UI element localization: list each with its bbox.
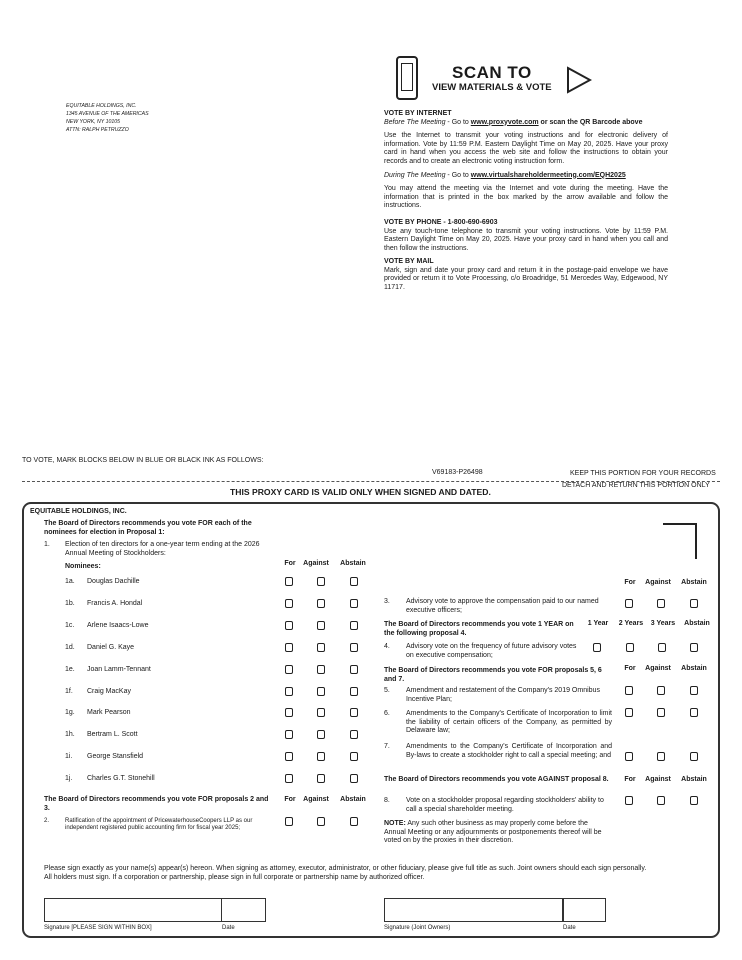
col-header-abstain-4: Abstain (684, 620, 710, 627)
note-label: NOTE: (384, 820, 406, 827)
proposal-6-abstain-checkbox[interactable] (690, 708, 698, 717)
address-line: EQUITABLE HOLDINGS, INC. (66, 103, 137, 109)
proposal-5-for-checkbox[interactable] (625, 686, 633, 695)
vote-mail-heading: VOTE BY MAIL (384, 258, 434, 265)
col-header-against-2: Against (303, 796, 329, 803)
scan-title: SCAN TO (452, 63, 532, 82)
detach-portion-text: DETACH AND RETURN THIS PORTION ONLY (562, 482, 710, 489)
col-header-for-2: For (284, 796, 296, 803)
nominee-against-checkbox[interactable] (317, 643, 325, 652)
col-header-for: For (284, 560, 296, 567)
nominee-for-checkbox[interactable] (285, 774, 293, 783)
vote-internet-section (384, 110, 668, 211)
virtual-meeting-link[interactable]: www.virtualshareholdermeeting.com/EQH2025 (470, 171, 626, 179)
nominee-number: 1b. (65, 599, 75, 607)
nominee-name: Daniel G. Kaye (87, 643, 135, 651)
proposal-8-number: 8. (384, 797, 390, 804)
vote-internet-body: Use the Internet to transmit your voting instructions and for electronic delivery of information. Vote by 11:59 P.M. Eastern Daylight Time on May 20, 2025. Have your proxy card in hand when you access the web site and follow the instructions to obtain your records and to create an electronic voting instruction form. (384, 132, 668, 165)
vote-phone-body: Use any touch-tone telephone to transmit your voting instructions. Vote by 11:59 P.M. Eastern Daylight Time on May 20, 2025. Have your proxy card in hand when you call and then follow the instructions. (384, 227, 668, 252)
proposal-6-for-checkbox[interactable] (625, 708, 633, 717)
nominee-for-checkbox[interactable] (285, 643, 293, 652)
board-recommendation-8: The Board of Directors recommends you vote AGAINST proposal 8. (384, 776, 609, 783)
board-recommendation-1: The Board of Directors recommends you vote FOR each of the nominees for election in Proposal 1: (44, 520, 252, 536)
before-meeting-label: Before The Meeting (384, 118, 446, 126)
vote-phone-heading: VOTE BY PHONE - 1-800-690-6903 (384, 219, 498, 226)
col-header-abstain-2: Abstain (340, 796, 366, 803)
registration-mark (663, 523, 697, 559)
address-line: ATTN: RALPH PETRUZZO (66, 127, 129, 133)
nominee-name: George Stansfield (87, 753, 144, 761)
nominee-abstain-checkbox[interactable] (350, 752, 358, 761)
joint-date-label: Date (563, 925, 576, 931)
nominee-for-checkbox[interactable] (285, 730, 293, 739)
nominee-name: Charles G.T. Stonehill (87, 775, 155, 783)
nominee-number: 1e. (65, 665, 75, 673)
col-header-against-5: Against (645, 665, 671, 672)
nominee-against-checkbox[interactable] (317, 599, 325, 608)
nominee-for-checkbox[interactable] (285, 665, 293, 674)
nominee-number: 1c. (65, 621, 75, 629)
nominee-number: 1h. (65, 731, 75, 739)
nominee-against-checkbox[interactable] (317, 752, 325, 761)
board-recommendation-2: The Board of Directors recommends you vote FOR proposals 2 and 3. (44, 796, 269, 812)
proposal-7-abstain-checkbox[interactable] (690, 752, 698, 761)
proposal-4-3-years-checkbox[interactable] (658, 643, 666, 652)
proposal-7-for-checkbox[interactable] (625, 752, 633, 761)
proposal-3-number: 3. (384, 598, 390, 605)
nominee-name: Joan Lamm-Tennant (87, 665, 151, 673)
valid-notice: THIS PROXY CARD IS VALID ONLY WHEN SIGNED AND DATED. (230, 487, 491, 497)
nominee-abstain-checkbox[interactable] (350, 708, 358, 717)
nominee-against-checkbox[interactable] (317, 577, 325, 586)
joint-signature-label: Signature (Joint Owners) (384, 925, 451, 931)
company-name: EQUITABLE HOLDINGS, INC. (30, 508, 127, 515)
proposal-8-text: Vote on a stockholder proposal regarding stockholders' ability to call a special shareholder meeting. (406, 797, 604, 813)
col-header-for-5: For (624, 665, 636, 672)
proposal-4-2-years-checkbox[interactable] (626, 643, 634, 652)
during-meeting-text: - Go to (445, 171, 471, 179)
nominee-abstain-checkbox[interactable] (350, 730, 358, 739)
nominee-against-checkbox[interactable] (317, 730, 325, 739)
proposal-1-text: Election of ten directors for a one-year term ending at the 2026 Annual Meeting of Stockholders: (65, 541, 260, 557)
nominee-against-checkbox[interactable] (317, 665, 325, 674)
proposal-7-text: Amendments to the Company's Certificate of Incorporation and By-laws to create a stockholder right to call a special meeting; and (406, 743, 612, 759)
proposal-2-for-checkbox[interactable] (285, 817, 293, 826)
nominee-number: 1f. (65, 687, 73, 695)
proposal-3-for-checkbox[interactable] (625, 599, 633, 608)
nominee-name: Douglas Dachille (87, 578, 140, 585)
proposal-8-for-checkbox[interactable] (625, 796, 633, 805)
note-block (384, 820, 610, 846)
control-number: V69183-P26498 (432, 469, 483, 476)
proposal-7-against-checkbox[interactable] (657, 752, 665, 761)
nominee-abstain-checkbox[interactable] (350, 687, 358, 696)
nominee-abstain-checkbox[interactable] (350, 774, 358, 783)
proposal-8-against-checkbox[interactable] (657, 796, 665, 805)
joint-signature-box[interactable] (384, 898, 564, 922)
nominee-abstain-checkbox[interactable] (350, 621, 358, 630)
col-header-2-years: 2 Years (618, 620, 644, 627)
proposal-1-number: 1. (44, 541, 50, 548)
smartphone-icon (396, 56, 418, 100)
proposal-5-abstain-checkbox[interactable] (690, 686, 698, 695)
proposal-3-text: Advisory vote to approve the compensation paid to our named executive officers; (406, 598, 599, 614)
nominee-abstain-checkbox[interactable] (350, 665, 358, 674)
note-text: Any such other business as may properly come before the Annual Meeting or any adjournments or postponements thereof will be voted on by the proxies in their discretion. (384, 820, 602, 845)
nominee-number: 1d. (65, 643, 75, 651)
proposal-2-text: Ratification of the appointment of PricewaterhouseCoopers LLP as our independent registered public accounting firm for fiscal year 2025; (65, 818, 253, 832)
before-meeting-text: - Go to (445, 118, 471, 126)
nominee-name: Francis A. Hondal (87, 599, 143, 607)
nominee-number: 1i. (65, 753, 73, 761)
nominee-for-checkbox[interactable] (285, 708, 293, 717)
proposal-4-text: Advisory vote on the frequency of future advisory votes on executive compensation; (406, 643, 577, 659)
scan-subtitle: VIEW MATERIALS & VOTE (432, 82, 552, 93)
col-header-abstain-5: Abstain (681, 665, 707, 672)
play-arrow-icon (566, 66, 592, 94)
address-line: 1345 AVENUE OF THE AMERICAS (66, 111, 149, 117)
during-meeting-body: You may attend the meeting via the Internet and vote during the meeting. Have the information that is printed in the box marked by the arrow available and follow the instructions. (384, 185, 668, 210)
return-address (66, 102, 246, 134)
address-line: NEW YORK, NY 10105 (66, 119, 121, 125)
col-header-against-8: Against (645, 776, 671, 783)
joint-date-box[interactable] (562, 898, 606, 922)
vote-phone-section (384, 219, 668, 253)
vote-mail-section (384, 258, 668, 292)
nominee-name: Craig MacKay (87, 687, 131, 695)
proposal-2-against-checkbox[interactable] (317, 817, 325, 826)
proposal-7-number: 7. (384, 743, 390, 750)
nominee-number: 1j. (65, 775, 73, 783)
date-label: Date (222, 925, 235, 931)
nominee-against-checkbox[interactable] (317, 687, 325, 696)
nominee-for-checkbox[interactable] (285, 752, 293, 761)
detach-line (22, 481, 564, 482)
during-meeting-label: During The Meeting (384, 171, 446, 179)
col-header-against: Against (303, 560, 329, 567)
proposal-5-text: Amendment and restatement of the Company's 2019 Omnibus Incentive Plan; (406, 687, 600, 703)
before-meeting-line (384, 119, 668, 128)
proxyvote-link[interactable]: www.proxyvote.com (470, 118, 539, 126)
proposal-2-abstain-checkbox[interactable] (350, 817, 358, 826)
keep-portion-text: KEEP THIS PORTION FOR YOUR RECORDS (570, 470, 716, 477)
board-recommendation-5: The Board of Directors recommends you vote FOR proposals 5, 6 and 7. (384, 667, 602, 683)
signature-box[interactable] (44, 898, 222, 922)
proposal-5-number: 5. (384, 687, 390, 694)
board-recommendation-4: The Board of Directors recommends you vote 1 YEAR on the following proposal 4. (384, 621, 574, 637)
nominees-label: Nominees: (65, 563, 101, 570)
proposal-5-against-checkbox[interactable] (657, 686, 665, 695)
during-meeting-line (384, 172, 668, 181)
nominee-name: Arlene Isaacs-Lowe (87, 621, 149, 629)
proposal-6-text: Amendments to the Company's Certificate of Incorporation to limit the liability of certain officers of the Company, as permitted by Delaware law; (406, 710, 612, 735)
col-header-abstain-8: Abstain (681, 776, 707, 783)
sign-instructions: Please sign exactly as your name(s) appear(s) hereon. When signing as attorney, executor, administrator, or other fiduciary, please give full title as such. Joint owners should each sign personally. All holders must sign. If a corporation or partnership, please sign in full corporate or partnership name by authorized officer. (44, 865, 647, 881)
proposal-8-abstain-checkbox[interactable] (690, 796, 698, 805)
proposal-6-against-checkbox[interactable] (657, 708, 665, 717)
nominee-against-checkbox[interactable] (317, 774, 325, 783)
signature-label: Signature [PLEASE SIGN WITHIN BOX] (44, 925, 152, 931)
nominee-for-checkbox[interactable] (285, 687, 293, 696)
nominee-abstain-checkbox[interactable] (350, 577, 358, 586)
vote-internet-heading: VOTE BY INTERNET (384, 110, 452, 117)
nominee-against-checkbox[interactable] (317, 708, 325, 717)
right-col-header-against: Against (645, 579, 671, 586)
date-box[interactable] (221, 898, 266, 922)
proposal-3-against-checkbox[interactable] (657, 599, 665, 608)
nominee-against-checkbox[interactable] (317, 621, 325, 630)
nominee-abstain-checkbox[interactable] (350, 643, 358, 652)
nominee-name: Bertram L. Scott (87, 731, 138, 739)
proposal-3-abstain-checkbox[interactable] (690, 599, 698, 608)
nominee-for-checkbox[interactable] (285, 577, 293, 586)
proposal-6-number: 6. (384, 710, 390, 717)
nominee-number: 1g. (65, 709, 75, 717)
vote-mail-body: Mark, sign and date your proxy card and return it in the postage-paid envelope we have provided or return it to Vote Processing, c/o Broadridge, 51 Mercedes Way, Edgewood, NY 11717. (384, 266, 668, 291)
col-header-1-year: 1 Year (587, 620, 609, 627)
nominee-for-checkbox[interactable] (285, 621, 293, 630)
proposal-4-1-year-checkbox[interactable] (593, 643, 601, 652)
col-header-abstain: Abstain (340, 560, 366, 567)
col-header-for-8: For (624, 776, 636, 783)
ink-instructions: TO VOTE, MARK BLOCKS BELOW IN BLUE OR BLACK INK AS FOLLOWS: (22, 457, 264, 464)
right-col-header-for: For (624, 579, 636, 586)
before-meeting-tail: or scan the QR Barcode above (538, 118, 643, 126)
proposal-4-number: 4. (384, 643, 390, 650)
proposal-2-number: 2. (44, 818, 50, 824)
nominee-number: 1a. (65, 578, 75, 585)
nominee-abstain-checkbox[interactable] (350, 599, 358, 608)
nominee-name: Mark Pearson (87, 709, 131, 717)
col-header-3-years: 3 Years (650, 620, 676, 627)
nominee-for-checkbox[interactable] (285, 599, 293, 608)
right-col-header-abstain: Abstain (681, 579, 707, 586)
proposal-4-abstain-checkbox[interactable] (690, 643, 698, 652)
